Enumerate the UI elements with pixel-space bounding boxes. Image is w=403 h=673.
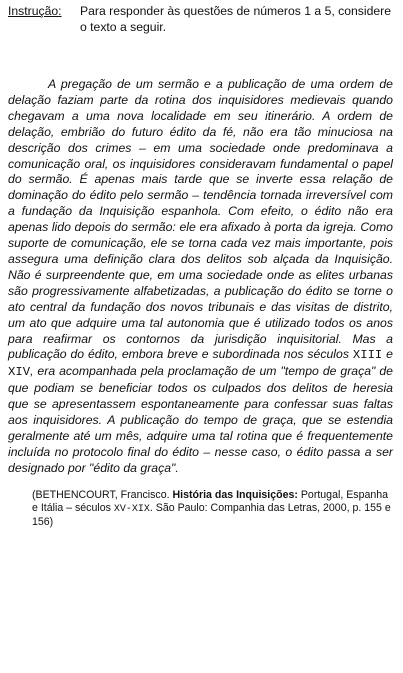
passage-paragraph [8,77,395,477]
citation-title: História das Inquisições: [172,488,298,501]
instruction-label: Instrução: [8,4,62,18]
passage-part-2: , era acompanhada pela proclamação de um "tempo de graça" de que podiam se beneficiar todos os culpados dos delitos de heresia que se apresentassem espontaneamente para confessar suas faltas aos inquisidores. A publicação do tempo de graça, que se estendia geralmente até um mês, adquire uma tal rotina que é frequentemente incluída no protocolo final do édito – nesse caso, o édito passa a ser designado por "édito da graça". [8,364,393,475]
passage-part-1: A pregação de um sermão e a publicação de uma ordem de delação faziam parte da rotina dos inquisidores medievais quando chegavam a uma nova localidade em seu itinerário. A ordem de delação, embrião do futuro édito da fé, não era tão minuciosa na descrição dos crimes – em uma sociedade onde predominava a comunicação oral, os inquisidores consideravam fundamental o papel do sermão. É apenas mais tarde que se inverte essa relação de dominação do édito pelo sermão – tendência tornada irreversível com a fundação da Inquisição espanhola. Com efeito, o édito não era apenas lido depois do sermão: ele era afixado à porta da igreja. Como suporte de comunicação, ele se torna cada vez mais importante, pois assegura uma definição clara dos delitos sob alçada da Inquisição. Não é surpreendente que, em uma sociedade onde as elites urbanas são progressivamente alfabetizadas, a publicação do édito se torne o ato central da fundação dos novos tribunais e das visitas de distrito, um ato que adquire uma tal autonomia que é utilizado todos os anos para reafirmar os contornos da jurisdição inquisitorial. Mas a publicação do édito, embora breve e subordinada nos séculos [8,77,393,362]
century-xiv: XIV [8,365,31,380]
citation-centuries: XV-XIX [113,504,150,516]
citation-places: Portugal, Espanha e Itália – séculos [32,488,389,515]
citation-author: (BETHENCOURT, Francisco. [32,488,170,501]
citation [32,489,395,530]
passage-and: e [386,347,393,362]
instruction-text: Para responder às questões de números 1 a 5, considere o texto a seguir. [80,4,391,34]
century-xiii: XIII [352,348,383,363]
instruction [8,4,395,35]
citation-publisher: . São Paulo: Companhia das Letras, 2000, p. 155 e 156) [32,502,391,529]
